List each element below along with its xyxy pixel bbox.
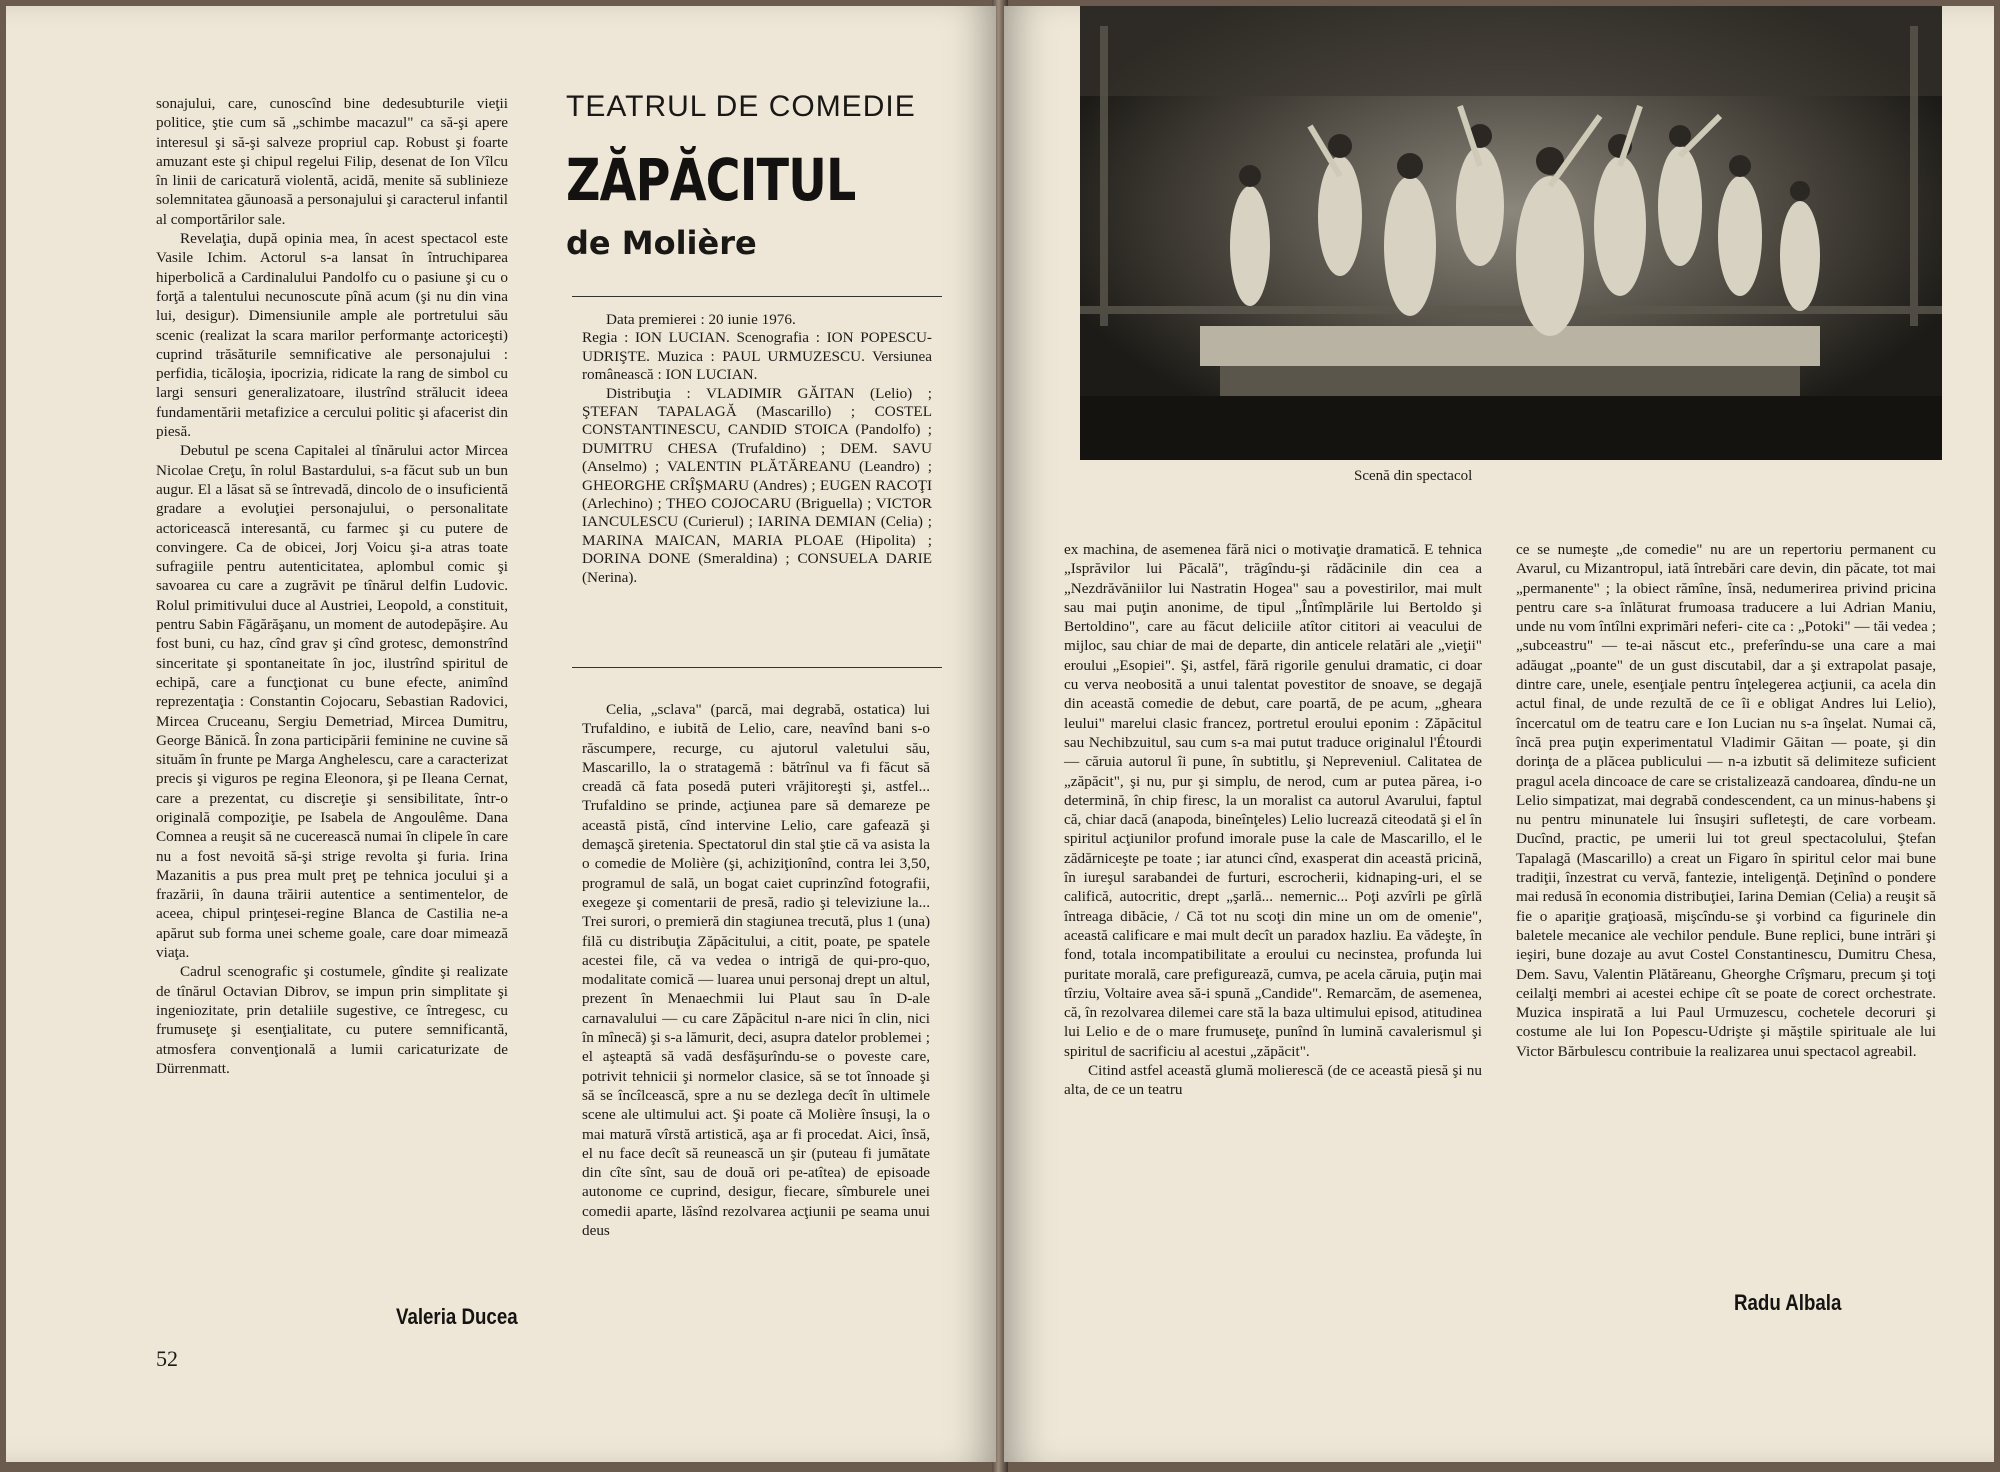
paragraph: ex machina, de asemenea fără nici o motivaţie dramatică. E tehnica „Isprăvilor lui Păcală", trăgîndu-şi rădăcinile din cea a „Nezdrăvăniilor lui Nastratin Hogea" sau a povestirilor, mai mult sau mai puţin anonime, de tipul „Întîmplările lui Bertoldo şi Bertoldino", care au făcut deliciile atîtor cititori ai veacului de mijloc, sau chiar de mai de departe, din anticele relatări ale „vieţii" eroului „Esopiei". Şi, astfel, fără rigorile genului dramatic, ci doar cu verva neobosită a unui talentat povestitor de snoave, se degajă din această comedie de debut, care poartă, de pe acum, „gheara leului" marelui clasic francez, portretul eroului eponim : Zăpăcitul sau Nechibzuitul, sau cum s-a mai putut traduce originalul l'Étourdi — căruia autorul îi pune, în subtitlu, şi Nepreveniul. Calitatea de „zăpăcit", şi nu, pur şi simplu, de nerod, cum ar putea părea, i-o determină, în chip firesc, la un moralist ca autorul Avarului, faptul că, chiar dacă (anapoda, bineînţeles) Lelio lucrează citeodată şi el în spiritul acţiunilor profund imorale puse la cale de Mascarillo, el le zădărniceşte pe toate ; iar atunci cînd, exasperat din această pricină, în iureşul sarabandei de furturi, escrocherii, kidnaping-uri, el se califică, autocritic, drept „şarlă... nemernic... Poţi azvîrli pe gîrlă întreaga dibăcie, / Că tot nu scoţi din mine un om de omenie", această calificare e mai mult decît un paradox hazliu. Ea vădeşte, în fond, totala incompatibilitate a eroului cu necinstea, profunda lui puritate morală, care prefigurează, cumva, pe acela căruia, puţin mai tîrziu, Voltaire avea să-i spună „Candide". Remarcăm, de asemenea, că, în rezolvarea dilemei care stă la baza ultimului episod, atitudinea lui Lelio e de o mare frumuseţe, punînd în lumină cavalerismul şi spiritul de sacrificiu al acestui „zăpăcit". — [1064, 541, 1482, 1060]
cast-list: Distribuţia : VLADIMIR GĂITAN (Lelio) ; ŞTEFAN TAPALAGĂ (Mascarillo) ; COSTEL CONSTANTINESCU, CANDID STOICA (Pandolfo) ; DUMITRU CHESA (Trufaldino) ; DEM. SAVU (Anselmo) ; VALENTIN PLĂTĂREANU (Leandro) ; GHEORGHE CRÎŞMARU (Andres) ; EUGEN RACOŢI (Arlechino) ; THEO COJOCARU (Briguella) ; VICTOR IANCULESCU (Curierul) ; IARINA DEMIAN (Celia) ; MARINA MAICAN, MARIA PLOAE (Hipolita) ; DORINA DONE (Smeraldina) ; CONSUELA DARIE (Nerina). — [582, 384, 932, 586]
author-signature: Valeria Ducea — [396, 1304, 518, 1329]
photo-caption: Scenă din spectacol — [1354, 468, 1473, 484]
left-column-1 — [156, 94, 508, 1078]
paragraph: Debutul pe scena Capitalei al tînărului actor Mircea Nicolae Creţu, în rolul Bastardului, s-a făcut sub un bun augur. El a lăsat să se întrevadă, dincolo de o insuficientă gradare a evoluţiei personajului, o personalitate actoricească interesantă, cu farmec şi cu putere de convingere. Ca de obicei, Jorj Voicu şi-a atras toate sufragiile pentru autenticitatea, aplombul comic şi savoarea cu care a zugrăvit pe tînărul delfin Ludovic. Rolul primitivului duce al Austriei, Leopold, a constituit, pentru Sabin Făgărăşanu, un moment de autodepăşire. Au fost buni, cu haz, cînd grav şi cînd grotesc, demonstrînd sinceritate şi spontaneitate în joc, ilustrînd spiritul de echipă, care a funcţionat cu bune efecte, animînd reprezentaţia : Constantin Cojocaru, Sebastian Radovici, Mircea Cruceanu, Sergiu Demetriad, Mircea Dumitru, George Bănică. În zona participării feminine ne cuvine să situăm în frunte pe Marga Anghelescu, care a caracterizat precis şi viguros pe regina Eleonora, şi pe Ileana Cernat, care a prezentat, cu discreţie şi sensibilitate, într-o originală compoziţie, pe Isabela de Angoulême. Dana Comnea a reuşit să ne cucerească numai în clipele în care nu a fost nevoită să-şi strige revolta şi furia. Irina Mazanitis a pus prea mult preţ pe tehnica jocului şi a frazării, în dauna trăirii autentice a sentimentelor, de aceea, chipul prinţesei-regine Blanca de Castilia ne-a apărut sub forma unei scheme goale, care doar mimează viaţa. — [156, 442, 508, 962]
section-label: TEATRUL DE COMEDIE — [566, 90, 916, 123]
production-credits-box — [572, 296, 942, 668]
paragraph: Cadrul scenografic şi costumele, gîndite şi realizate de tînărul Octavian Dibrov, se impun prin simplitate şi ingeniozitate, prin detaliile sugestive, ce întregesc, cu frumuseţe şi esenţialitate, cu putere semnificantă, atmosfera convenţională a lumii caricaturizate de Dürrenmatt. — [156, 963, 508, 1077]
paragraph: Celia, „sclava" (parcă, mai degrabă, ostatica) lui Trufaldino, e iubită de Lelio, care, neavînd bani s-o răscumpere, recurge, cu ajutorul valetului său, Mascarillo, la o stratagemă : bătrînul va fi făcut să creadă că fata posedă puteri vrăjitoreşti şi, astfel... Trufaldino se prinde, acţiunea pare să demareze pe această pistă, cînd intervine Lelio, care gafează şi demaşcă şiretenia. Spectatorul din stal ştie că va asista la o comedie de Molière (şi, achiziţionînd, contra lei 3,50, programul de sală, un bogat caiet cuprinzînd fotografii, exegeze şi comentarii de presă, radio şi televiziune la... Trei surori, o premieră din stagiunea trecută, plus 1 (una) filă cu distribuţia Zăpăcitului, a citit, poate, pe spatele acestei file, că va vedea o intrigă de qui-pro-quo, modalitate comică — luarea unui personaj drept un altul, prezent în Menaechmii lui Plaut sau în D-ale carnavalului — cu care Zăpăcitul n-are nici în clin, nici în mînecă) şi s-a lămurit, deci, asupra datelor problemei ; el aşteaptă să vadă desfăşurîndu-se o poveste care, potrivit tehnicii şi normelor clasice, să se tot înnoade şi să se încîlcească, spre a nu se dezlega decît în ultimele scene ale ultimului act. Şi poate că Molière însuşi, la o mai matură vîrstă artistică, aşa ar fi procedat. Aici, însă, el nu face decît să reunească un şir (puteau fi jumătate din cîte sînt, sau de două ori pe-atîtea) de episoade autonome ce cuprind, desigur, fiecare, sîmburele unei comedii aparte, lăsînd rezolvarea acţiunii pe seama unui deus — [582, 701, 930, 1240]
paragraph: sonajului, care, cunoscînd bine dedesubturile vieţii politice, ştie cum să „schimbe macazul" ca să-şi apere interesul şi să-şi salveze propriul cap. Robust şi foarte amuzant este şi chipul regelui Filip, desenat de Ion Vîlcu în linii de caricatură violentă, acidă, menite să sublinieze solemnitatea găunoasă a personajului şi caracterul infantil al comportărilor sale. — [156, 95, 508, 228]
left-page — [6, 6, 996, 1462]
right-column-2 — [1516, 540, 1936, 1061]
paragraph: Citind astfel această glumă molierescă (de ce această piesă şi nu alta, de ce un teatru — [1064, 1062, 1482, 1099]
right-column-1 — [1064, 540, 1482, 1100]
premiere-date: Data premierei : 20 iunie 1976. — [606, 311, 796, 328]
credits: Regia : ION LUCIAN. Scenografia : ION POPESCU-UDRIŞTE. Muzica : PAUL URMUZESCU. Versiunea românească : ION LUCIAN. — [582, 329, 932, 384]
article-title: ZĂPĂCITUL — [566, 146, 856, 214]
stage-photo — [1080, 6, 1942, 460]
play-author: de Molière — [566, 224, 757, 262]
left-column-2 — [582, 700, 930, 1240]
page-number: 52 — [156, 1346, 178, 1371]
paragraph: Revelaţia, după opinia mea, în acest spectacol este Vasile Ichim. Actorul s-a lansat în întruchiparea hiperbolică a Cardinalului Pandolfo cu o pasiune şi cu o forţă a talentului necunoscute pînă acum (şi nu din vina lui, desigur). Dimensiunile ample ale portretului său scenic (realizat la scara marilor performanţe actoriceşti) cuprind trăsăturile semnificative ale personajului : perfidia, ticăloşia, ipocrizia, ridicate la rang de simbol cu largi sensuri generalizatoare, ilustrînd strălucit ideea fundamentării metafizice a cercului politic şi afacerist din piesă. — [156, 230, 508, 441]
right-page — [1004, 6, 1994, 1462]
author-signature: Radu Albala — [1734, 1290, 1842, 1315]
paragraph: ce se numeşte „de comedie" nu are un repertoriu permanent cu Avarul, cu Mizantropul, iată întrebări care devin, din păcate, tot mai „permanente" ; la obiect rămîne, însă, nedumerirea privind pricina pentru care s-a înlăturat frumoasa traducere a lui Adrian Maniu, unde nu vom întîlni exprimări neferi- cite ca : „Potoki" — tăi vedea ; „subceastru" — te-ai născut etc., preferîndu-se una care a mai adăugat „poante" de un gust discutabil, dar a şi extrapolat pasaje, dintre care, unele, esenţiale pentru înţelegerea acţiunii, ca acela din actul final, de unde rezultă de ce îi e obligat Andres lui Lelio), încercatul om de teatru care e Ion Lucian nu s-a înşelat. Numai că, încă prea puţin experimentatul Vladimir Găitan — poate, şi din dorinţa de a plăcea publicului — n-a izbutit să delimiteze suficient pragul acela dincoace de care se cristalizează candoarea, dîndu-ne un Lelio simpatizat, mai degrabă condescendent, ca un minus-habens şi nu pentru minunatele lui însuşiri sufleteşti, de care vorbeam. Ducînd, practic, pe umerii lui tot greul spectacolului, Ştefan Tapalagă (Mascarillo) a creat un Figaro în spiritul celor mai bune tradiţii, înzestrat cu vervă, fantezie, inteligenţă. Deţinînd o pondere mai redusă în economia distribuţiei, Iarina Demian (Celia) a reuşit să fie o apariţie graţioasă, mişcîndu-se şi vorbind ca figurinele din baletele mecanice ale vechilor pendule. Bune replici, bune intrări şi ieşiri, bune dozaje au avut Costel Constantinescu, Dumitru Chesa, Dem. Savu, Valentin Plătăreanu, Gheorghe Crîşmaru, precum şi toţi ceilalţi membri ai acestei echipe cît se poate de corect orchestrate. Muzica inspirată a lui Paul Urmuzescu, cochetele decoruri şi costume ale lui Ion Popescu-Udrişte şi măştile spirituale ale lui Victor Bărbulescu contribuie la realizarea unui spectacol agreabil. — [1516, 541, 1936, 1060]
